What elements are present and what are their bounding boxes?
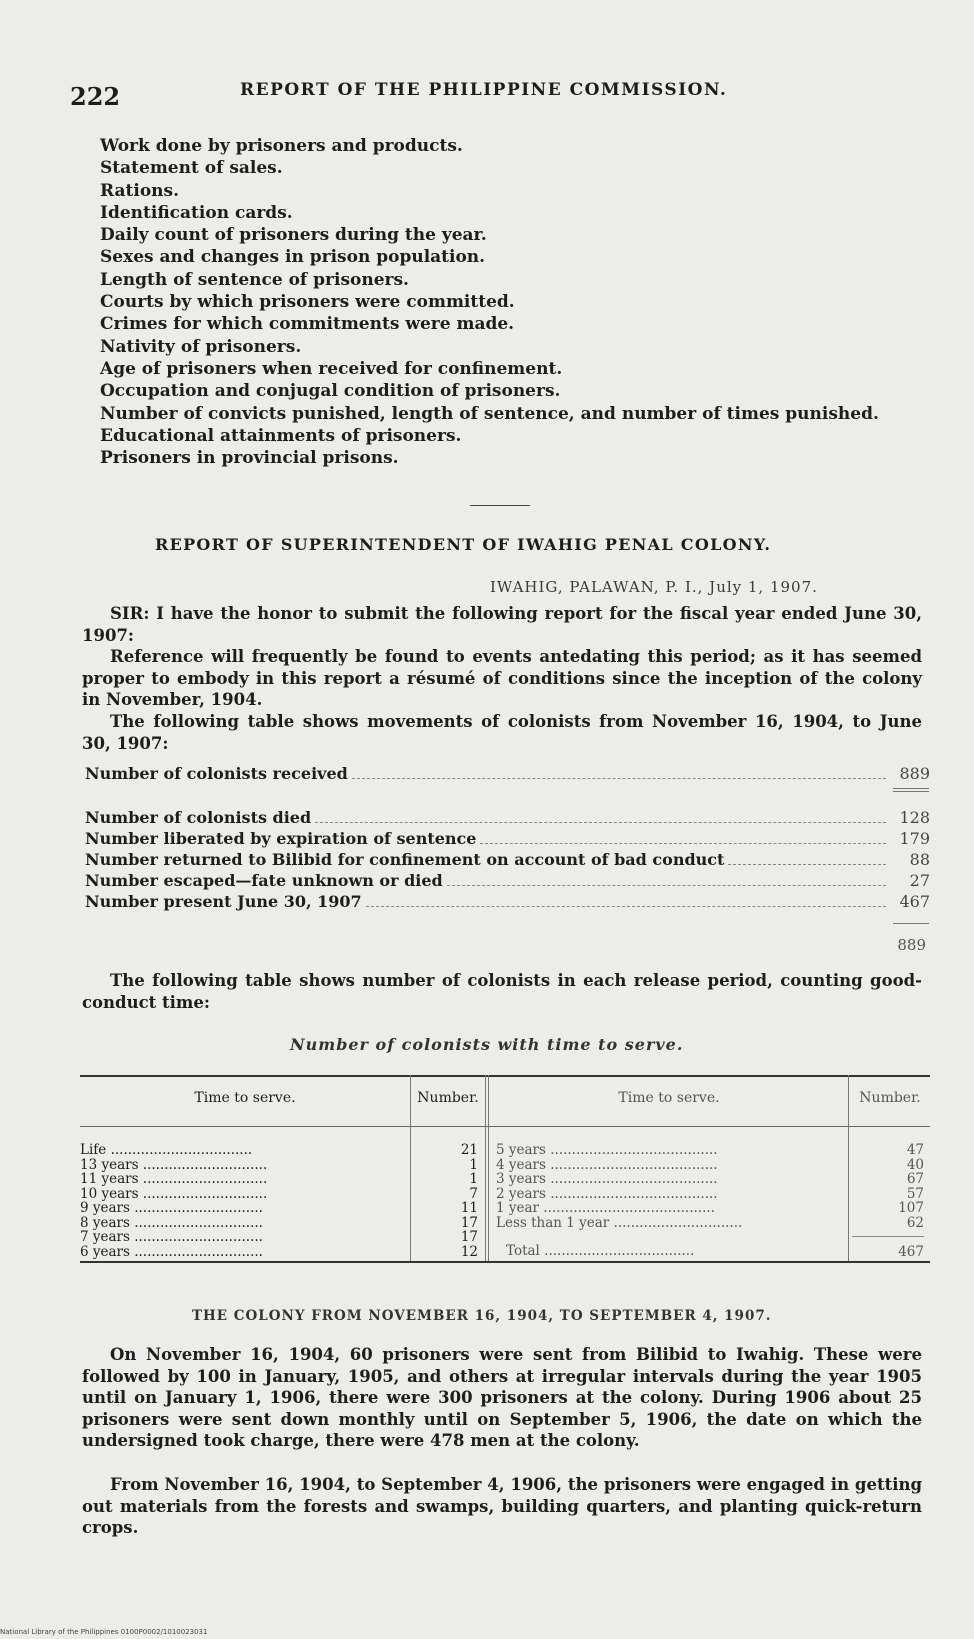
left-labels [80,1143,405,1259]
table-rule-bottom [80,1261,930,1263]
table-rule-top [80,1075,930,1077]
column-header: Time to serve. [618,1090,720,1106]
row-value: 889 [899,764,930,783]
right-values [852,1143,924,1260]
report-title: REPORT OF SUPERINTENDENT OF IWAHIG PENAL COLONY. [155,535,772,554]
double-rule [893,788,929,789]
column-divider [488,1075,489,1261]
list-item: Length of sentence of prisoners. [100,269,409,290]
table-cell: 11 years ............................. [80,1172,268,1187]
list-item: Occupation and conjugal condition of prisoners. [100,381,561,402]
table-cell: 67 [906,1171,924,1187]
paragraph [82,1344,922,1452]
list-item [100,403,910,425]
paragraph-text: On November 16, 1904, 60 prisoners were sent from Bilibid to Iwahig. These were followed by 100 in January, 1905, and others at irregular intervals during the year 1905 until on January 1, 1906, there were 300 prisoners at the colony. During 1906 about 25 prisoners were sent down monthly until on September 5, 1906, the date on which the undersigned took charge, there were 478 men at the colony. [82,1345,922,1450]
row-value: 27 [909,871,930,890]
row-value: 128 [899,808,930,827]
list-item: Identification cards. [100,202,293,223]
list-item-text: Number of convicts punished, length of sentence, and number of times punished. [100,403,879,424]
list-item: Courts by which prisoners were committed. [100,292,515,313]
table-cell: 11 [460,1200,478,1216]
row-value: 179 [899,829,930,848]
list-item: Rations. [100,180,180,201]
table-row [85,850,930,871]
table-cell: 4 years ....................................... [496,1157,718,1172]
table-cell: 107 [898,1200,924,1216]
table-cell: 47 [906,1142,924,1158]
table-cell: 3 years ....................................... [496,1172,718,1187]
movements-total: 889 [897,936,926,954]
table-row [85,892,930,913]
left-values [412,1143,478,1259]
table-cell: 12 [460,1243,478,1260]
table-cell: 21 [460,1142,478,1158]
list-item: Prisoners in provincial prisons. [100,448,399,469]
paragraph [82,603,922,646]
table-total-value: 467 [852,1236,924,1260]
list-item: Nativity of prisoners. [100,336,302,357]
row-label: Number liberated by expiration of sentence [85,829,477,848]
release-table [80,1075,930,1265]
movements-received [85,764,930,785]
row-value: 467 [899,892,930,911]
table-row [85,829,930,850]
paragraph [82,711,922,754]
table-cell: Less than 1 year .............................. [496,1215,743,1230]
table-row [85,764,930,785]
table-row [85,808,930,829]
list-item: Statement of sales. [100,158,283,179]
dot-leader [480,842,886,844]
report-dateline: IWAHIG, PALAWAN, P. I., July 1, 1907. [490,578,818,596]
dot-leader [352,777,886,779]
paragraph [82,1474,922,1539]
table-cell: 1 year ........................................ [496,1201,715,1216]
column-header: Number. [859,1090,921,1106]
row-label: Number returned to Bilibid for confinement on account of bad conduct [85,850,725,869]
movements-table [85,808,930,913]
dot-leader [366,905,886,907]
row-label: Number escaped—fate unknown or died [85,871,443,890]
table-total-label: Total ................................... [506,1244,695,1259]
table-cell: 1 [469,1156,478,1173]
section-subtitle: THE COLONY FROM NOVEMBER 16, 1904, TO SEPTEMBER 4, 1907. [192,1308,772,1324]
paragraph-text: The following table shows number of colonists in each release period, counting good-conduct time: [82,971,922,1012]
table-cell: 9 years .............................. [80,1201,263,1216]
paragraph [82,646,922,711]
list-item: Sexes and changes in prison population. [100,247,486,268]
table-cell: 10 years ............................. [80,1186,268,1201]
table-cell: 6 years .............................. [80,1244,263,1259]
table-cell: 62 [906,1214,924,1231]
list-item: Crimes for which commitments were made. [100,314,515,335]
page-number: 222 [70,82,121,111]
table-row [85,871,930,892]
table-cell: 1 [469,1171,478,1187]
list-item: Age of prisoners when received for confinement. [100,358,563,379]
table-cell: 17 [460,1229,478,1245]
column-divider [485,1075,486,1261]
sum-rule [893,923,929,924]
table-cell: 17 [460,1214,478,1231]
row-value: 88 [909,850,930,869]
paragraph [82,970,922,1013]
right-labels [496,1143,841,1259]
paragraph-text: From November 16, 1904, to September 4, 1906, the prisoners were engaged in getting out materials from the forests and swamps, building quarters, and planting quick-return crops. [82,1475,922,1537]
table-cell: 57 [906,1185,924,1202]
section-divider [470,505,530,506]
table-cell: Life ................................. [80,1143,253,1158]
column-header: Number. [417,1090,479,1106]
column-header: Time to serve. [194,1090,296,1106]
running-header: REPORT OF THE PHILIPPINE COMMISSION. [240,80,728,100]
table-cell: 7 years .............................. [80,1230,263,1245]
column-divider [848,1075,849,1261]
paragraph-text: The following table shows movements of colonists from November 16, 1904, to June 30, 1907: [82,712,922,753]
scan-footer: National Library of the Philippines 0100P0002/1010023031 [0,1628,208,1636]
paragraph-text: Reference will frequently be found to events antedating this period; as it has seemed proper to embody in this report a résumé of conditions since the inception of the colony in November, 1904. [82,647,922,709]
dot-leader [447,884,886,886]
dot-leader [728,863,886,865]
dot-leader [315,821,886,823]
table-caption: Number of colonists with time to serve. [290,1035,684,1054]
table-rule-header [80,1126,930,1127]
list-item: Educational attainments of prisoners. [100,425,462,446]
table-cell: 13 years ............................. [80,1157,268,1172]
table-cell: 2 years ....................................... [496,1186,718,1201]
row-label: Number of colonists died [85,808,312,827]
list-item: Daily count of prisoners during the year. [100,225,487,246]
row-label: Number present June 30, 1907 [85,892,362,911]
contents-list [100,135,920,469]
table-cell: 40 [906,1156,924,1173]
double-rule [893,791,929,792]
table-cell: 8 years .............................. [80,1215,263,1230]
paragraph-text: SIR: I have the honor to submit the following report for the fiscal year ended June 30, 1907: [82,604,922,645]
table-cell: 5 years ....................................... [496,1143,718,1158]
table-cell: 7 [469,1185,478,1202]
column-divider [410,1075,411,1261]
list-item: Work done by prisoners and products. [100,136,463,156]
row-label: Number of colonists received [85,764,348,783]
